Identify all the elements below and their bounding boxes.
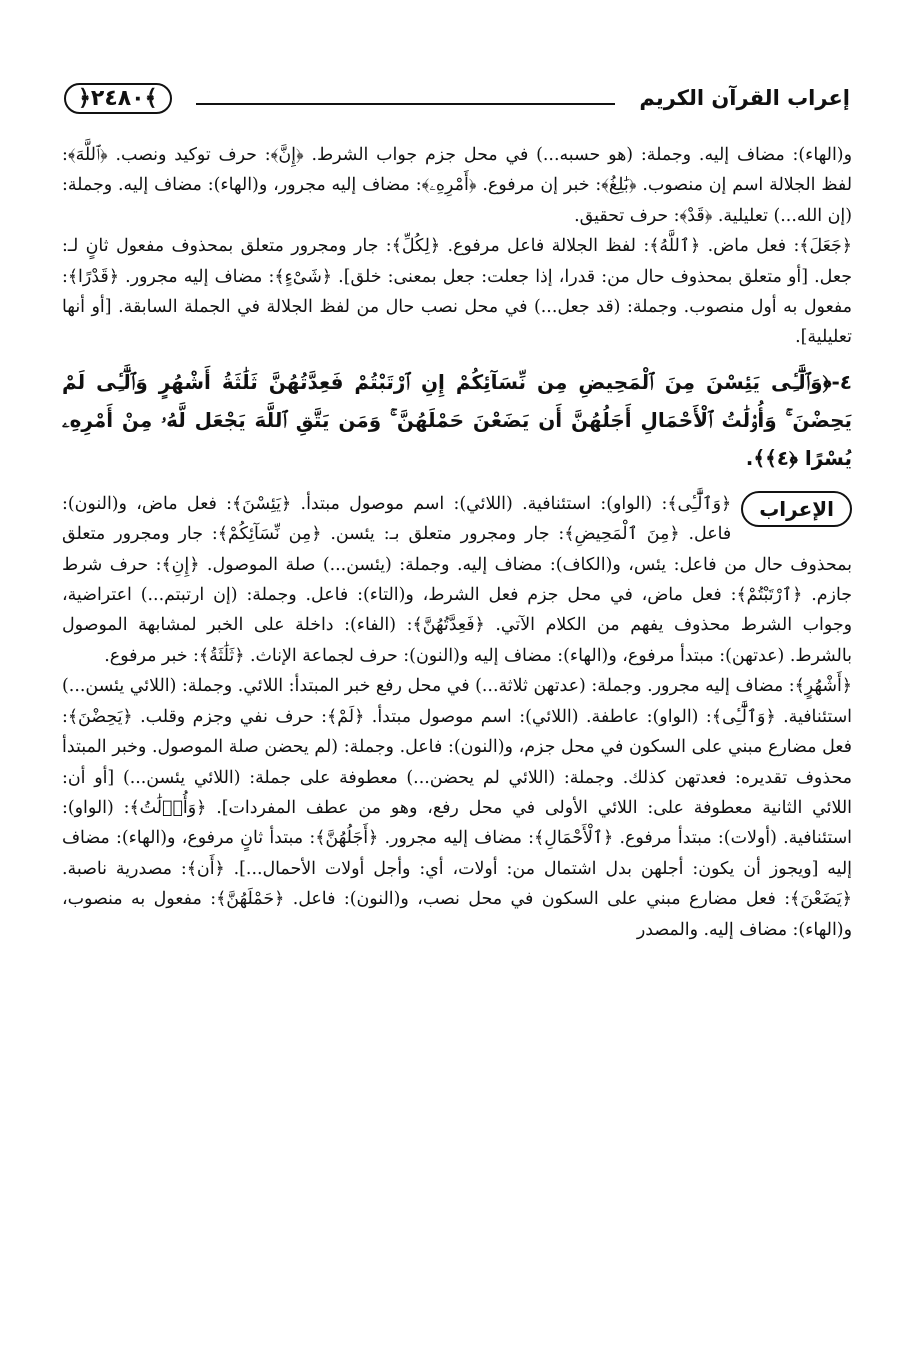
irab-paragraph: ﴿أَشْهُرٍ﴾: مضاف إليه مجرور. وجملة: (عدتهن ثلاثة...) في محل رفع خبر المبتدأ: اللائي. وجملة: (اللائي يئسن...) استئنافية. ﴿وَٱلَّٰٓـِٔى﴾: (الواو): عاطفة. (اللائي): اسم موصول مبتدأ. ﴿لَمْ﴾: حرف نفي وجزم وقلب. ﴿يَحِضْنَ﴾: فعل مضارع مبني على السكون في محل جزم، و(النون): فاعل. وجملة: (لم يحضن صلة الموصول. وخبر المبتدأ محذوف تقديره: فعدتهن كذلك. وجملة: (اللائي لم يحضن...) معطوفة على جملة: (اللائي يئسن...) [أو أن: اللائي الثانية معطوفة على: اللائي الأولى في محل رفع، وهو من عطف المفردات]. ﴿وَأُو۟لَٰتُ﴾: (الواو): استئنافية. (أولات): مبتدأ مرفوع. ﴿ٱلْأَحْمَالِ﴾: مضاف إليه مجرور. ﴿أَجَلُهُنَّ﴾: مبتدأ ثانٍ مرفوع، و(الهاء): مضاف إليه [ويجوز أن يكون: أجلهن بدل اشتمال من: أولات، أي: وأجل أولات الأحمال...]. ﴿أَن﴾: مصدرية ناصبة. ﴿يَضَعْنَ﴾: فعل مضارع مبني على السكون في محل نصب، و(النون): فاعل. ﴿حَمْلَهُنَّ﴾: مفعول به منصوب، و(الهاء): مضاف إليه. والمصدر <box>62 676 852 940</box>
irab-label: الإعراب <box>741 491 852 527</box>
paragraph: ﴿جَعَلَ﴾: فعل ماض. ﴿ٱللَّهُ﴾: لفظ الجلالة فاعل مرفوع. ﴿لِكُلِّ﴾: جار ومجرور متعلق بمحذوف مفعول ثانٍ لـ: جعل. [أو متعلق بمحذوف حال من: قدرا، إذا جعلت: جعل بمعنى: خلق]. ﴿شَىْءٍ﴾: مضاف إليه مجرور. ﴿قَدْرًا﴾: مفعول به أول منصوب. وجملة: (قد جعل...) في محل نصب حال من لفظ الجلالة في الجملة السابقة. [أو أنها تعليلية]. <box>62 236 852 348</box>
irab-section <box>62 489 852 671</box>
page-body <box>62 140 852 945</box>
page-header <box>64 78 850 118</box>
header-rule <box>196 103 616 105</box>
page-number: ﴿٢٤٨٠﴾ <box>64 83 172 114</box>
book-title: إعراب القرآن الكريم <box>639 86 850 110</box>
paragraph: و(الهاء): مضاف إليه. وجملة: (هو حسبه...) في محل جزم جواب الشرط. ﴿إِنَّ﴾: حرف توكيد ونصب. ﴿ٱللَّهَ﴾: لفظ الجلالة اسم إن منصوب. ﴿بَٰلِغُ﴾: خبر إن مرفوع. ﴿أَمْرِهِۦ﴾: مضاف إليه مجرور، و(الهاء): مضاف إليه. وجملة: (إن الله...) تعليلية. ﴿قَدْ﴾: حرف تحقيق. <box>62 145 852 226</box>
quran-verse: ٤-﴿وَٱلَّٰٓـِٔى يَئِسْنَ مِنَ ٱلْمَحِيضِ مِن نِّسَآئِكُمْ إِنِ ٱرْتَبْتُمْ فَعِدَّتُهُنَّ ثَلَٰثَةُ أَشْهُرٍ وَٱلَّٰٓـِٔى لَمْ يَحِضْنَ ۚ وَأُو۟لَٰتُ ٱلْأَحْمَالِ أَجَلُهُنَّ أَن يَضَعْنَ حَمْلَهُنَّ ۚ وَمَن يَتَّقِ ٱللَّهَ يَجْعَل لَّهُۥ مِنْ أَمْرِهِۦ يُسْرًا ﴿٤﴾﴾. <box>62 369 852 470</box>
irab-paragraph: ﴿وَٱلَّٰٓـِٔى﴾: (الواو): استئنافية. (اللائي): اسم موصول مبتدأ. ﴿يَئِسْنَ﴾: فعل ماض، و(النون): فاعل. ﴿مِنَ ٱلْمَحِيضِ﴾: جار ومجرور متعلق بـ: يئسن. ﴿مِن نِّسَآئِكُمْ﴾: جار ومجرور متعلق بمحذوف حال من فاعل: يئس، و(الكاف): مضاف إليه. وجملة: (يئسن...) صلة الموصول. ﴿إِنِ﴾: حرف شرط جازم. ﴿ٱرْتَبْتُمْ﴾: فعل ماض، في محل جزم فعل الشرط، و(التاء): فاعل. وجملة: (إن ارتبتم...) اعتراضية، وجواب الشرط محذوف يفهم من الكلام الآتي. ﴿فَعِدَّتُهُنَّ﴾: (الفاء): داخلة على الخبر لمشابهة الموصول بالشرط. (عدتهن): مبتدأ مرفوع، و(الهاء): مضاف إليه و(النون): حرف لجماعة الإناث. ﴿ثَلَٰثَةُ﴾: خبر مرفوع. <box>62 493 852 666</box>
